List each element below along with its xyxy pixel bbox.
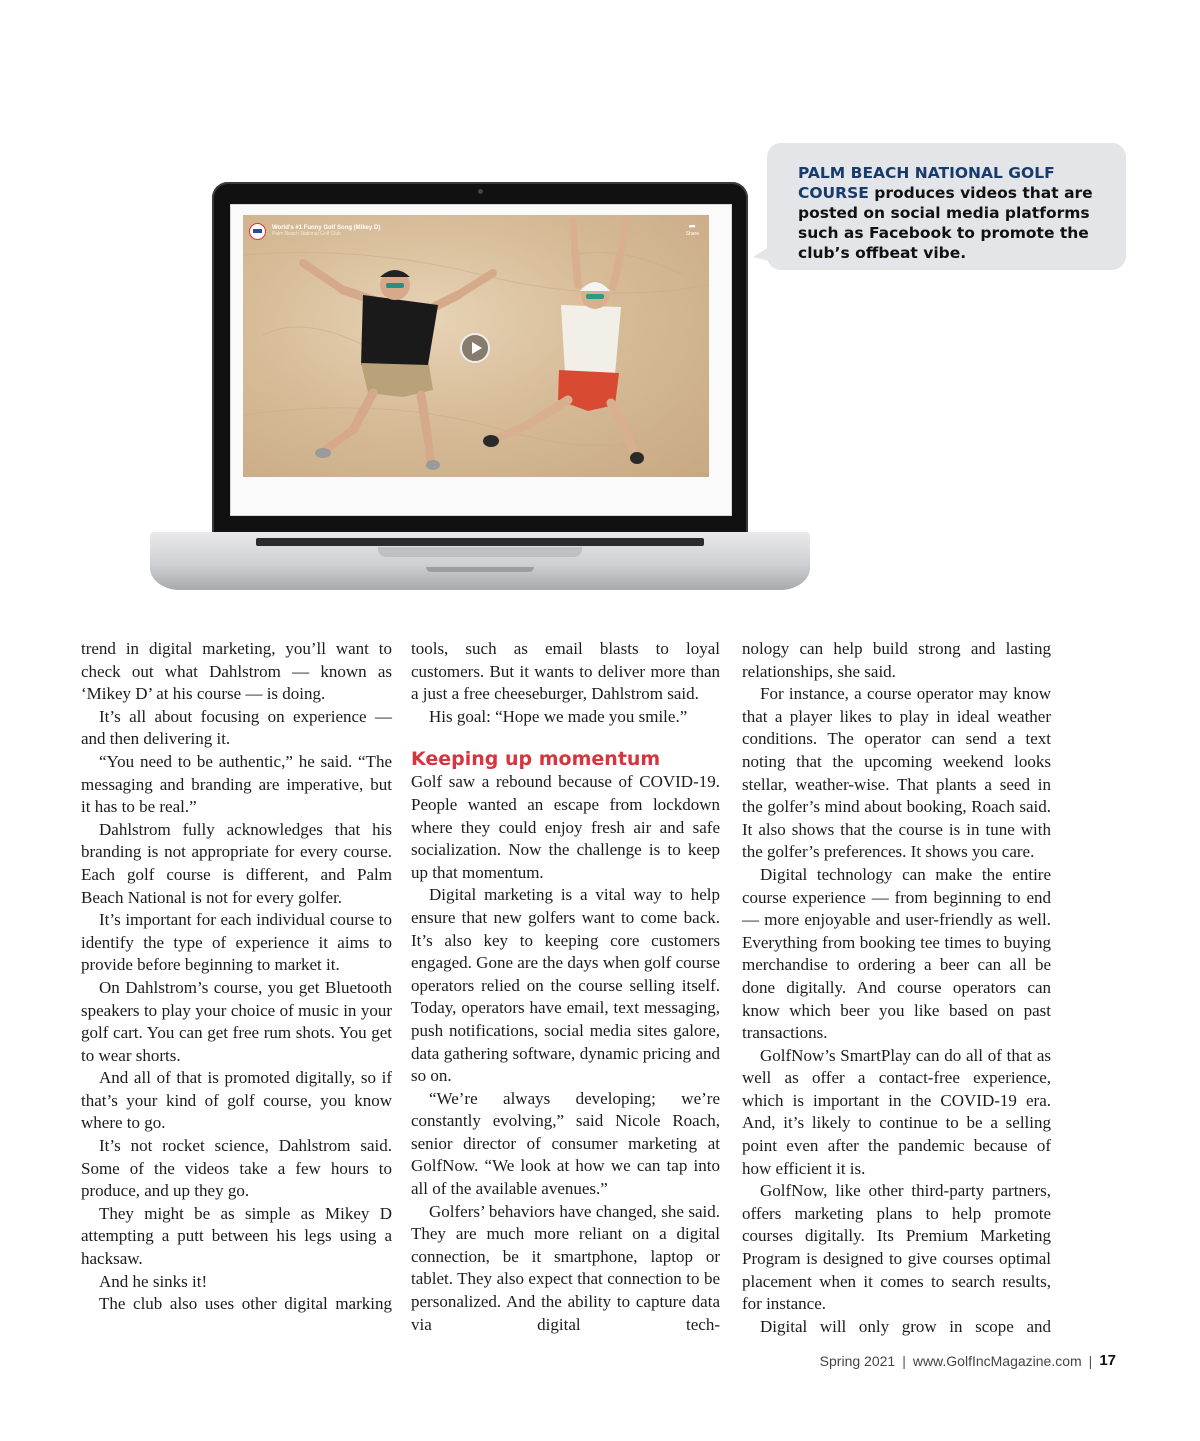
paragraph: His goal: “Hope we made you smile.” xyxy=(429,706,688,726)
golfer-left xyxy=(303,263,493,470)
webcam-dot xyxy=(478,189,483,194)
paragraph: Digital marketing is a vital way to help ensure that new golfers want to come back. It’s also key to keeping core customers engaged. Gone are the days when golf course operators relied on the course selling itself. Today, operators have email, text messaging, push notifications, social media sites galore, data gathering software, dynamic pricing and so on. xyxy=(411,885,720,1086)
paragraph: It’s all about focusing on experience — and then delivering it. xyxy=(81,706,392,749)
paragraph: For instance, a course operator may know that a player likes to play in ideal weather conditions. The operator can send a text noting that the upcoming weekend looks stellar, weather-wise. That plants a seed in the golfer’s mind about booking, Roach said. It also shows that the course is in tune with the golfer’s preferences. It shows you care. xyxy=(742,684,1051,862)
laptop-photo xyxy=(150,180,810,600)
paragraph: Digital technology can make the entire course experience — from beginning to end — more enjoyable and user-friendly as well. Everything from booking tee times to buying merchandise to ordering a beer can all be done digitally. And course operators can know which beer you like based on past transactions. xyxy=(742,864,1051,1043)
video-title[interactable]: World's #1 Funny Golf Song (Mikey D) xyxy=(272,225,381,231)
hinge xyxy=(378,547,582,557)
paragraph: Golfers’ behaviors have changed, she said. They are much more reliant on a digital connection, be it smartphone, laptop or tablet. They also expect that connection to be personalized. And the ability to capture data via digital tech- xyxy=(411,1201,720,1334)
facebook-video-frame xyxy=(230,204,732,516)
paragraph: trend in digital marketing, you’ll want to check out what Dahlstrom — known as ‘Mikey D’ at his course — is doing. xyxy=(81,639,392,704)
page-number: 17 xyxy=(1099,1352,1116,1369)
article-column-2 xyxy=(411,638,720,1336)
golfer-right xyxy=(483,220,644,464)
paragraph: Dahlstrom fully acknowledges that his branding is not appropriate for every course. Each golf course is different, and Palm Beach National is not for every golfer. xyxy=(81,819,392,907)
article-column-1 xyxy=(81,638,392,1316)
paragraph: Golf saw a rebound because of COVID-19. People wanted an escape from lockdown where they could enjoy fresh air and safe socialization. Now the challenge is to keep up that momentum. xyxy=(411,772,720,882)
paragraph: GolfNow, like other third-party partners, offers marketing plans to help promote courses digitally. Its Premium Marketing Program is designed to give courses optimal placement when it comes to search results, for instance. xyxy=(742,1181,1051,1314)
paragraph: The club also uses other digital marking xyxy=(99,1294,392,1314)
paragraph: And all of that is promoted digitally, so if that’s your kind of golf course, you know where to go. xyxy=(81,1068,392,1133)
footer-separator: | xyxy=(1088,1352,1093,1369)
laptop-screen xyxy=(212,182,748,534)
share-label: Share xyxy=(685,231,699,237)
paragraph: It’s not rocket science, Dahlstrom said. Some of the videos take a few hours to produce, and up they go. xyxy=(81,1136,392,1201)
paragraph: And he sinks it! xyxy=(99,1271,208,1291)
play-button-icon[interactable] xyxy=(460,333,490,363)
photo-caption xyxy=(767,143,1126,270)
paragraph: “You need to be authentic,” he said. “The messaging and branding are imperative, but it has to be real.” xyxy=(81,751,392,817)
opening-notch xyxy=(426,567,534,572)
paragraph: tools, such as email blasts to loyal customers. But it wants to deliver more than a just a free cheeseburger, Dahlstrom said. xyxy=(411,639,720,704)
caption-lead: PALM BEACH NATIONAL GOLF COURSE xyxy=(798,164,1055,202)
video-channel[interactable]: Palm Beach National Golf Club xyxy=(272,231,341,237)
paragraph: Digital will only grow in scope and xyxy=(760,1316,1051,1336)
share-button[interactable] xyxy=(686,222,699,237)
channel-logo-icon[interactable] xyxy=(249,223,266,240)
paragraph: On Dahlstrom’s course, you get Bluetooth speakers to play your choice of music in your golf cart. You can get free rum shots. You get to wear shorts. xyxy=(81,977,392,1065)
website-link[interactable]: www.GolfIncMagazine.com xyxy=(912,1352,1082,1369)
laptop-base xyxy=(150,532,810,590)
keyboard-edge xyxy=(256,538,704,546)
article-column-3 xyxy=(742,638,1051,1338)
paragraph: “We’re always developing; we’re constantly evolving,” said Nicole Roach, senior director of consumer marketing at GolfNow. “We look at how we can tap into all of the available avenues.” xyxy=(411,1088,720,1199)
paragraph: They might be as simple as Mikey D attempting a putt between his legs using a hacksaw. xyxy=(81,1203,392,1269)
footer-separator: | xyxy=(902,1352,906,1369)
paragraph: nology can help build strong and lasting relationships, she said. xyxy=(742,639,1051,681)
video-header xyxy=(249,221,703,241)
issue-date: Spring 2021 xyxy=(819,1352,896,1369)
caption-text: produces videos that are posted on social media platforms such as Facebook to promote the club’s offbeat vibe. xyxy=(798,184,1093,262)
paragraph: GolfNow’s SmartPlay can do all of that as well as offer a contact-free experience, which is important in the COVID-19 era. And, it’s likely to continue to be a selling point even after the pandemic because of how efficient it is. xyxy=(742,1045,1051,1178)
video-player[interactable] xyxy=(243,215,709,477)
paragraph: It’s important for each individual course to identify the type of experience it aims to provide before beginning to market it. xyxy=(81,910,392,975)
page-footer xyxy=(820,1352,1116,1369)
section-subhead: Keeping up momentum xyxy=(411,748,661,771)
share-arrow-icon: ➦ xyxy=(688,221,697,231)
